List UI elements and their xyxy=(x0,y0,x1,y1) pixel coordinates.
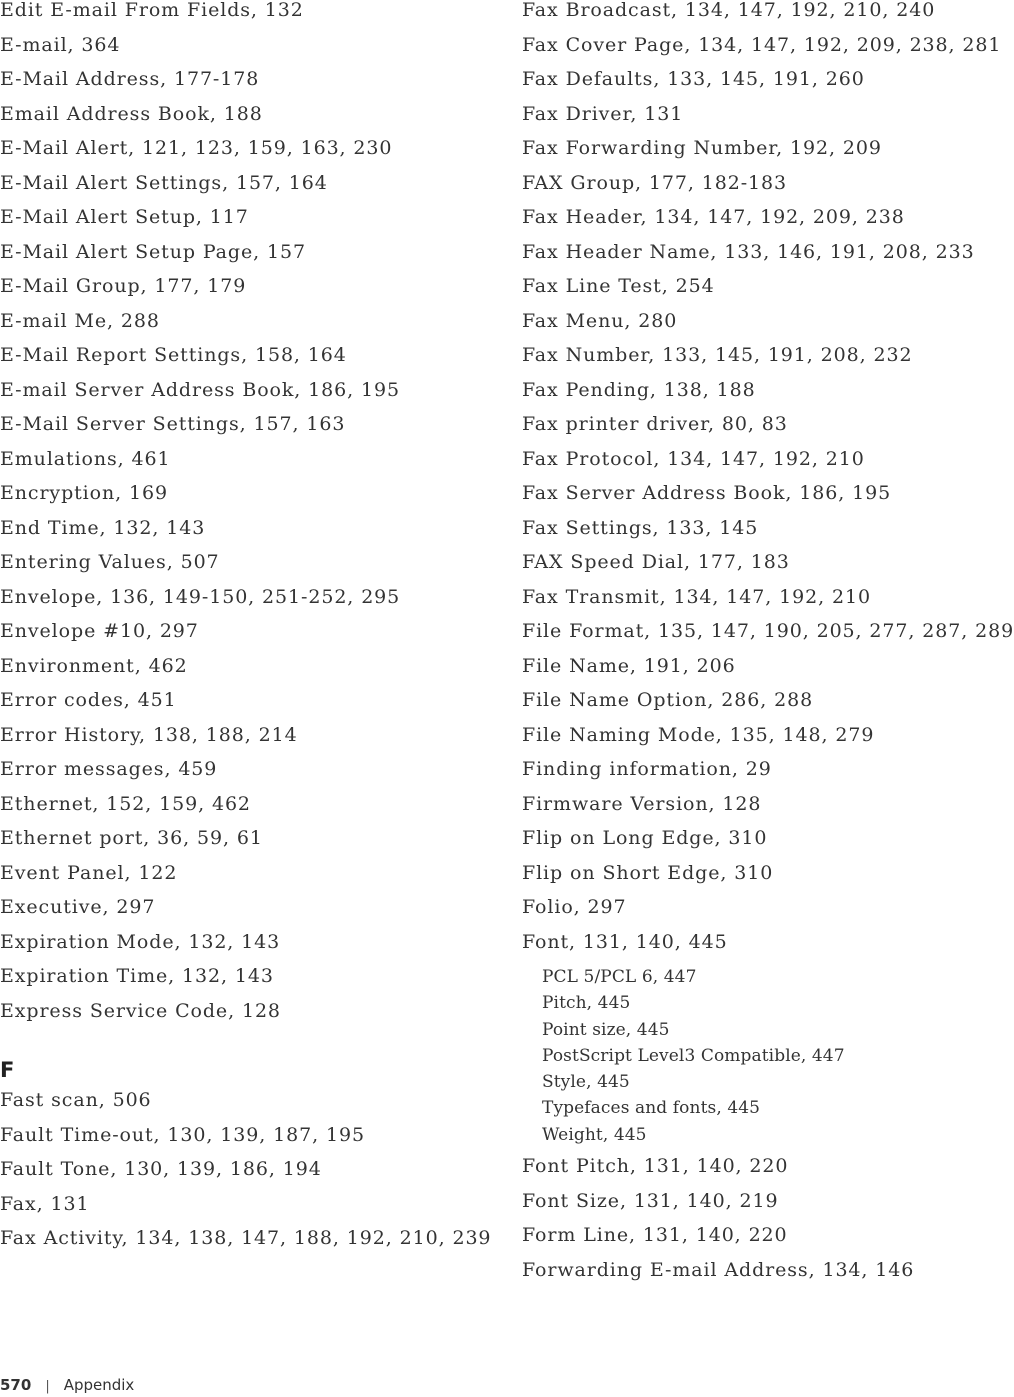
index-entry: Fault Time-out, 130, 139, 187, 195 xyxy=(0,1123,365,1146)
index-entry: Expiration Time, 132, 143 xyxy=(0,965,274,987)
index-subentry: PostScript Level3 Compatible, 447 xyxy=(542,1045,845,1066)
index-entry: Email Address Book, 188 xyxy=(0,102,263,125)
index-entry: Flip on Short Edge, 310 xyxy=(522,861,774,884)
index-entry: Fax Menu, 280 xyxy=(522,309,678,332)
index-entry: Executive, 297 xyxy=(0,896,156,918)
index-entry: Forwarding E-mail Address, 134, 146 xyxy=(522,1258,915,1281)
index-entry: Fax Broadcast, 134, 147, 192, 210, 240 xyxy=(522,0,936,21)
index-entry: Folio, 297 xyxy=(522,896,627,918)
index-entry: Fax Header Name, 133, 146, 191, 208, 233 xyxy=(522,240,975,263)
index-entry: Environment, 462 xyxy=(0,654,188,677)
index-entry: E-Mail Report Settings, 158, 164 xyxy=(0,344,347,366)
index-entry: E-Mail Group, 177, 179 xyxy=(0,275,247,297)
index-column-left xyxy=(0,0,500,1263)
index-group-e xyxy=(0,0,500,1035)
index-entry: Ethernet, 152, 159, 462 xyxy=(0,792,251,815)
section-heading-f: F xyxy=(0,1058,15,1082)
index-entry: File Name, 191, 206 xyxy=(522,654,736,677)
index-entry: Edit E-mail From Fields, 132 xyxy=(0,0,304,21)
index-group-fo xyxy=(522,1156,948,1294)
index-entry: File Naming Mode, 135, 148, 279 xyxy=(522,723,875,746)
index-entry: Fax Transmit, 134, 147, 192, 210 xyxy=(522,585,871,608)
index-group-fa-fo xyxy=(522,0,1014,966)
index-entry: Fault Tone, 130, 139, 186, 194 xyxy=(0,1158,322,1180)
index-entry: Error History, 138, 188, 214 xyxy=(0,723,298,746)
index-entry: E-Mail Alert Setup, 117 xyxy=(0,206,249,228)
index-subentry: Typefaces and fonts, 445 xyxy=(542,1098,761,1119)
index-entry: Envelope, 136, 149-150, 251-252, 295 xyxy=(0,585,401,608)
index-entry: Firmware Version, 128 xyxy=(522,792,762,815)
index-entry: Finding information, 29 xyxy=(522,758,772,780)
index-entry: Fax printer driver, 80, 83 xyxy=(522,413,788,435)
index-entry: Fax Protocol, 134, 147, 192, 210 xyxy=(522,447,865,470)
index-entry: E-Mail Address, 177-178 xyxy=(0,68,260,90)
index-subentry: Pitch, 445 xyxy=(542,993,631,1014)
index-entry: Fax Cover Page, 134, 147, 192, 209, 238, 281 xyxy=(522,33,1002,56)
footer-section-name: Appendix xyxy=(63,1376,135,1394)
index-entry: E-mail, 364 xyxy=(0,33,121,56)
index-entry: FAX Speed Dial, 177, 183 xyxy=(522,551,790,573)
index-entry: End Time, 132, 143 xyxy=(0,516,206,539)
index-entry: Fax Server Address Book, 186, 195 xyxy=(522,482,892,504)
index-entry: FAX Group, 177, 182-183 xyxy=(522,171,787,194)
font-subentries xyxy=(522,966,948,1156)
index-entry: Fax Header, 134, 147, 192, 209, 238 xyxy=(522,206,905,228)
index-entry: Encryption, 169 xyxy=(0,482,168,504)
index-entry: Ethernet port, 36, 59, 61 xyxy=(0,827,263,849)
index-entry: Error messages, 459 xyxy=(0,758,218,780)
index-entry: E-Mail Server Settings, 157, 163 xyxy=(0,413,346,435)
index-entry: Font Pitch, 131, 140, 220 xyxy=(522,1155,789,1178)
page-number: 570 xyxy=(0,1376,32,1394)
index-entry: Fax Pending, 138, 188 xyxy=(522,378,756,401)
index-entry: Fax, 131 xyxy=(0,1192,90,1215)
index-entry: E-Mail Alert Setup Page, 157 xyxy=(0,240,306,263)
index-entry: E-Mail Alert Settings, 157, 164 xyxy=(0,171,328,194)
index-entry: Error codes, 451 xyxy=(0,689,177,711)
index-entry: Fax Defaults, 133, 145, 191, 260 xyxy=(522,68,865,90)
index-entry: E-Mail Alert, 121, 123, 159, 163, 230 xyxy=(0,137,393,159)
index-entry: File Name Option, 286, 288 xyxy=(522,689,814,711)
index-entry: Fax Number, 133, 145, 191, 208, 232 xyxy=(522,344,913,366)
index-entry: Emulations, 461 xyxy=(0,447,171,470)
index-column-right xyxy=(522,0,1014,1294)
index-entry: Fax Forwarding Number, 192, 209 xyxy=(522,137,882,159)
index-entry: Fax Settings, 133, 145 xyxy=(522,516,759,539)
index-entry: E-mail Server Address Book, 186, 195 xyxy=(0,378,400,401)
index-subentry: PCL 5/PCL 6, 447 xyxy=(542,967,697,987)
index-entry: E-mail Me, 288 xyxy=(0,309,160,332)
index-subentry: Weight, 445 xyxy=(542,1124,647,1145)
index-subentry: Style, 445 xyxy=(542,1072,630,1093)
footer-separator: | xyxy=(45,1379,50,1394)
index-entry: Form Line, 131, 140, 220 xyxy=(522,1224,788,1247)
index-entry: Fast scan, 506 xyxy=(0,1089,152,1111)
index-entry: File Format, 135, 147, 190, 205, 277, 287, 289 xyxy=(522,620,1014,642)
index-group-f xyxy=(0,1090,500,1263)
index-entry: Font Size, 131, 140, 219 xyxy=(522,1189,779,1212)
index-entry: Expiration Mode, 132, 143 xyxy=(0,930,281,953)
index-entry: Fax Activity, 134, 138, 147, 188, 192, 210, 239 xyxy=(0,1227,492,1249)
index-entry: Express Service Code, 128 xyxy=(0,999,281,1022)
index-entry: Flip on Long Edge, 310 xyxy=(522,827,768,849)
index-entry: Entering Values, 507 xyxy=(0,551,220,573)
index-entry: Fax Line Test, 254 xyxy=(522,275,715,297)
index-entry: Envelope #10, 297 xyxy=(0,620,199,642)
index-subentry: Point size, 445 xyxy=(542,1019,670,1040)
index-entry: Font, 131, 140, 445 xyxy=(522,930,728,953)
index-entry: Fax Driver, 131 xyxy=(522,102,684,125)
index-entry: Event Panel, 122 xyxy=(0,861,178,884)
page-footer xyxy=(0,1375,134,1395)
